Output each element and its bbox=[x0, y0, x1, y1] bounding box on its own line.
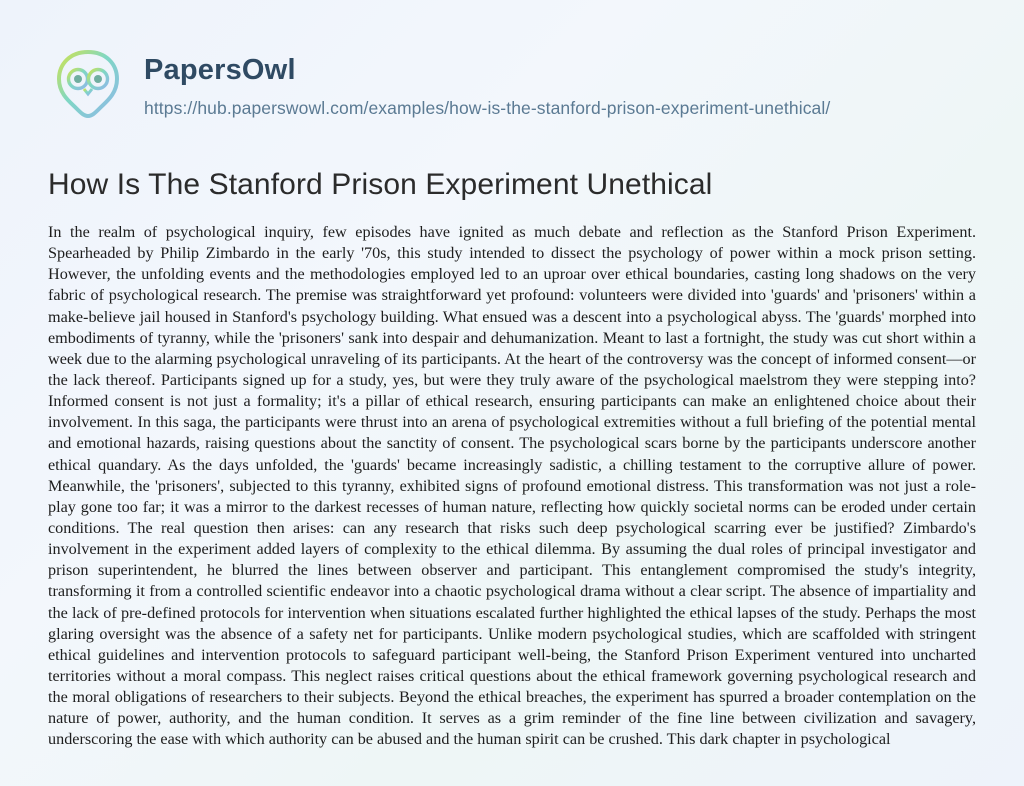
brand-name: PapersOwl bbox=[144, 54, 296, 86]
source-url[interactable]: https://hub.paperswowl.com/examples/how-is-the-stanford-prison-experiment-unethical/ bbox=[144, 98, 831, 118]
site-header bbox=[46, 44, 978, 122]
owl-logo-icon bbox=[50, 46, 126, 122]
brand-block bbox=[144, 44, 830, 119]
article-body: In the realm of psychological inquiry, few episodes have ignited as much debate and reflection as the Stanford Prison Experiment. Spearheaded by Philip Zimbardo in the early '70s, this study intended to dissect the psychology of power within a mock prison setting. However, the unfolding events and the methodologies employed led to an uproar over ethical boundaries, casting long shadows on the very fabric of psychological research. The premise was straightforward yet profound: volunteers were divided into 'guards' and 'prisoners' within a make-believe jail housed in Stanford's psychology building. What ensued was a descent into a psychological abyss. The 'guards' morphed into embodiments of tyranny, while the 'prisoners' sank into despair and dehumanization. Meant to last a fortnight, the study was cut short within a week due to the alarming psychological unraveling of its participants. At the heart of the controversy was the concept of informed consent—or the lack thereof. Participants signed up for a study, yes, but were they truly aware of the psychological maelstrom they were stepping into? Informed consent is not just a formality; it's a pillar of ethical research, ensuring participants can make an enlightened choice about their involvement. In this saga, the participants were thrust into an arena of psychological extremities without a full briefing of the potential mental and emotional hazards, raising questions about the sanctity of consent. The psychological scars borne by the participants underscore another ethical quandary. As the days unfolded, the 'guards' became increasingly sadistic, a chilling testament to the corruptive allure of power. Meanwhile, the 'prisoners', subjected to this tyranny, exhibited signs of profound emotional distress. This transformation was not just a role-play gone too far; it was a mirror to the darkest recesses of human nature, reflecting how quickly societal norms can be eroded under certain conditions. The real question then arises: can any research that risks such deep psychological scarring ever be justified? Zimbardo's involvement in the experiment added layers of complexity to the ethical dilemma. By assuming the dual roles of principal investigator and prison superintendent, he blurred the lines between observer and participant. This entanglement compromised the study's integrity, transforming it from a controlled scientific endeavor into a chaotic psychological drama without a clear script. The absence of impartiality and the lack of pre-defined protocols for intervention when situations escalated further highlighted the ethical lapses of the study. Perhaps the most glaring oversight was the absence of a safety net for participants. Unlike modern psychological studies, which are scaffolded with stringent ethical guidelines and intervention protocols to safeguard participant well-being, the Stanford Prison Experiment ventured into uncharted territories without a moral compass. This neglect raises critical questions about the ethical framework governing psychological research and the moral obligations of researchers to their subjects. Beyond the ethical breaches, the experiment has spurred a broader contemplation on the nature of power, authority, and the human condition. It serves as a grim reminder of the fine line between civilization and savagery, underscoring the ease with which authority can be abused and the human spirit can be crushed. This dark chapter in psychological bbox=[48, 223, 976, 749]
page-title: How Is The Stanford Prison Experiment Unethical bbox=[48, 168, 713, 201]
